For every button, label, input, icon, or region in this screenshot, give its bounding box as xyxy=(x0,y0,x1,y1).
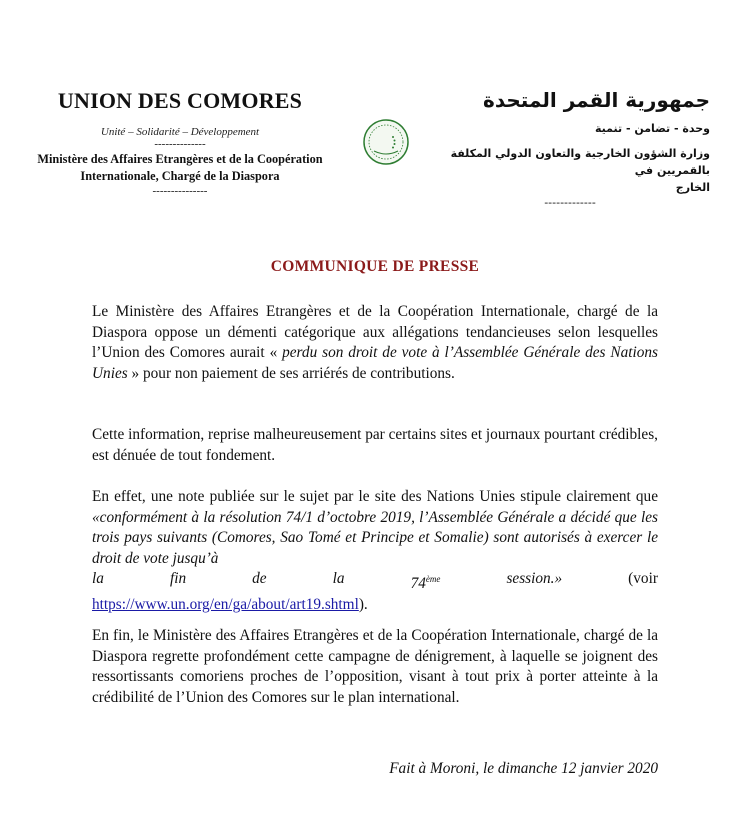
word: (voir xyxy=(628,570,658,587)
country-name-ar: جمهورية القمر المتحدة xyxy=(483,88,710,112)
session-number xyxy=(411,569,441,595)
ministry-name-fr-line1: Ministère des Affaires Etrangères et de la Coopération xyxy=(37,152,323,166)
quoted-allegation: perdu son droit de vote à l’Assemblée Générale des Nations Unies xyxy=(92,344,658,382)
ministry-name-ar-line2: الخارج xyxy=(675,181,710,194)
word: fin xyxy=(169,570,187,587)
separator: --------------- xyxy=(152,185,208,197)
paragraph-un-note xyxy=(92,487,658,615)
ministry-name-fr-line2: Internationale, Chargé de la Diaspora xyxy=(80,169,280,183)
un-article-19-link[interactable]: https://www.un.org/en/ga/about/art19.shtml xyxy=(92,595,359,613)
paragraph-information: Cette information, reprise malheureusement par certains sites et journaux pourtant crédibles, est dénuée de tout fondement. xyxy=(92,426,658,464)
national-motto-fr: Unité – Solidarité – Développement xyxy=(100,126,260,138)
country-name-fr: UNION DES COMORES xyxy=(57,88,303,113)
ordinal-suffix: ème xyxy=(425,574,441,584)
paragraph-text: En effet, une note publiée sur le sujet par le site des Nations Unies stipule clairement que xyxy=(92,488,658,505)
paragraph-text: ). xyxy=(358,595,368,613)
national-emblem-icon xyxy=(362,118,410,166)
word: la xyxy=(92,570,104,587)
paragraph-regret: En fin, le Ministère des Affaires Etrangères et de la Coopération Internationale, chargé de la Diaspora regrette profondément cette campagne de dénigrement, à laquelle se joignent des ressortissants comoriens proches de l’opposition, visant à tout prix à porter atteinte à la crédibilité de l’Union des Comores sur le plan international. xyxy=(92,627,658,706)
justified-line xyxy=(92,569,658,595)
session-number-value: 74 xyxy=(410,575,426,593)
word: session.» xyxy=(506,570,563,587)
press-release-title: COMMUNIQUE DE PRESSE xyxy=(270,258,480,275)
header-right xyxy=(430,88,710,209)
word: de xyxy=(252,570,267,587)
header-left xyxy=(10,88,350,198)
place-and-date: Fait à Moroni, le dimanche 12 janvier 2020 xyxy=(389,760,658,777)
separator: ------------- xyxy=(544,196,596,209)
paragraph-text: Le Ministère des Affaires Etrangères et de la Coopération Internationale, chargé de la Diaspora oppose un démenti catégorique aux allégations tendancieuses selon lesquelles l’Union des Comores aurait « xyxy=(92,303,658,361)
ministry-name-ar-line1: وزارة الشؤون الخارجية والتعاون الدولي المكلفة بالقمريين في xyxy=(450,147,710,177)
word: la xyxy=(332,570,345,587)
paragraph-denial xyxy=(92,302,658,384)
separator: -------------- xyxy=(154,138,206,150)
paragraph-text: » pour non paiement de ses arriérés de contributions. xyxy=(127,364,455,382)
national-motto-ar: وحدة - تضامن - تنمية xyxy=(594,122,710,135)
quoted-un-note: «conformément à la résolution 74/1 d’octobre 2019, l’Assemblée Générale a décidé que les trois pays suivants (Comores, Sao Tomé et Principe et Somalie) sont autorisés à exercer le droit de vote jusqu’à xyxy=(92,508,658,567)
